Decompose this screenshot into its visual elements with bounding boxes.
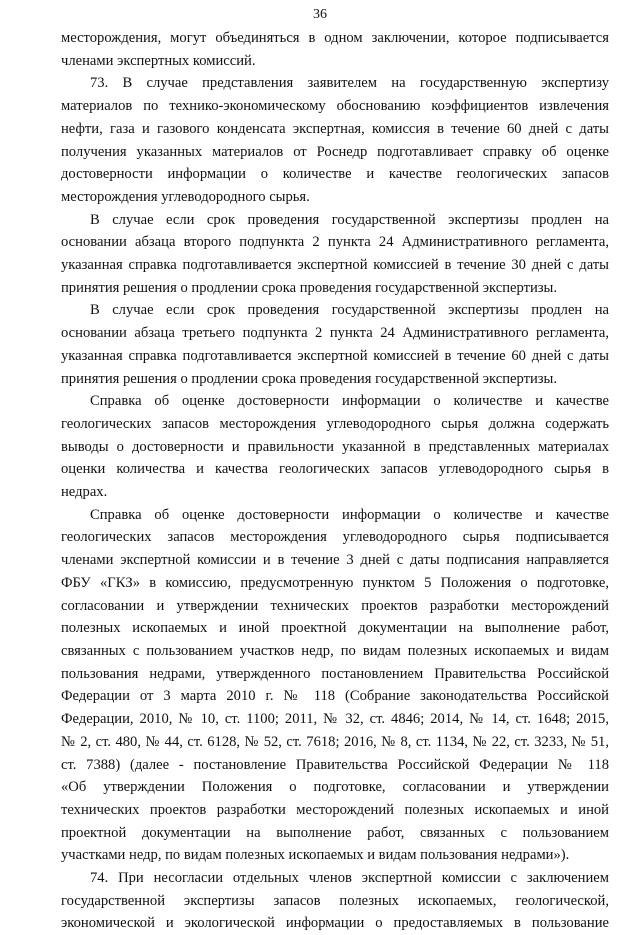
paragraph [61, 299, 609, 390]
text-line: основании абзаца второго подпункта 2 пункта 24 Административного регламента, [61, 234, 609, 251]
text-line: «Об утверждении Положения о подготовке, согласовании и утверждении [61, 779, 609, 796]
text-line: материалов по технико-экономическому обоснованию коэффициентов извлечения [61, 98, 609, 115]
text-line: членами экспертной комиссии и в течение 3 дней с даты подписания направляется [61, 552, 609, 569]
text-line: месторождения углеводородного сырья. [61, 188, 310, 205]
text-line: геологических запасов месторождения углеводородного сырья должна содержать [61, 415, 609, 432]
text-line: нефти, газа и газового конденсата экспертная, комиссия в течение 60 дней с даты [61, 120, 609, 137]
text-line: указанная справка подготавливается экспертной комиссией в течение 30 дней с даты [61, 257, 609, 274]
document-body [61, 27, 609, 935]
text-line: геологических запасов месторождения углеводородного сырья подписывается [61, 529, 609, 546]
text-line: Федерации от 3 марта 2010 г. № 118 (Собрание законодательства Российской [61, 688, 609, 705]
text-line: участками недр, по видам полезных ископаемых и видам пользования недрами»). [61, 847, 570, 864]
text-line: технических проектов разработки месторождений полезных ископаемых и иной [61, 801, 609, 818]
text-line: пользования недрами, утвержденного постановлением Правительства Российской [61, 665, 609, 682]
text-line: ФБУ «ГКЗ» в комиссию, предусмотренную пунктом 5 Положения о подготовке, [61, 574, 609, 591]
text-line: Федерации, 2010, № 10, ст. 1100; 2011, № 32, ст. 4846; 2014, № 14, ст. 1648; 2015, [61, 711, 609, 728]
text-line: членами экспертных комиссий. [61, 52, 256, 69]
text-line: Справка об оценке достоверности информации о количестве и качестве [90, 393, 609, 410]
paragraph [61, 209, 609, 300]
text-line: В случае если срок проведения государственной экспертизы продлен на [90, 302, 609, 319]
text-line: Справка об оценке достоверности информации о количестве и качестве [90, 506, 609, 523]
text-line: государственной экспертизы запасов полезных ископаемых, геологической, [61, 892, 609, 909]
paragraph [61, 27, 609, 72]
text-line: недрах. [61, 484, 108, 501]
paragraph [61, 72, 609, 208]
text-line: 74. При несогласии отдельных членов экспертной комиссии с заключением [90, 870, 609, 887]
paragraph [61, 504, 609, 867]
text-line: достоверности информации о количестве и качестве геологических запасов [61, 166, 609, 183]
text-line: принятия решения о продлении срока проведения государственной экспертизы. [61, 279, 558, 296]
text-line: В случае если срок проведения государственной экспертизы продлен на [90, 211, 609, 228]
text-line: основании абзаца третьего подпункта 2 пункта 24 Административного регламента, [61, 325, 609, 342]
text-line: ст. 7388) (далее - постановление Правительства Российской Федерации № 118 [61, 756, 609, 773]
text-line: 73. В случае представления заявителем на государственную экспертизу [90, 75, 609, 92]
paragraph [61, 390, 609, 504]
text-line: получения указанных материалов от Роснедр подготавливает справку об оценке [61, 143, 609, 160]
text-line: согласовании и утверждении технических проектов разработки месторождений [61, 597, 609, 614]
text-line: месторождения, могут объединяться в одном заключении, которое подписывается [61, 30, 609, 46]
text-line: указанная справка подготавливается экспертной комиссией в течение 60 дней с даты [61, 347, 609, 364]
text-line: экономической и экологической информации о предоставляемых в пользование [61, 915, 609, 932]
text-line: выводы о достоверности и правильности указанной в представленных материалах [61, 438, 609, 455]
paragraph [61, 867, 609, 935]
text-line: полезных ископаемых и иной проектной документации на выполнение работ, [61, 620, 609, 637]
text-line: № 2, ст. 480, № 44, ст. 6128, № 52, ст. 7618; 2016, № 8, ст. 1134, № 22, ст. 3233, № 51, [61, 733, 609, 750]
text-line: проектной документации на выполнение работ, связанных с пользованием [61, 824, 609, 841]
page-number: 36 [313, 7, 327, 22]
text-line: связанных с пользованием участков недр, по видам полезных ископаемых и видам [61, 642, 609, 659]
text-line: оценки количества и качества геологических запасов углеводородного сырья в [61, 461, 609, 478]
text-line: принятия решения о продлении срока проведения государственной экспертизы. [61, 370, 558, 387]
